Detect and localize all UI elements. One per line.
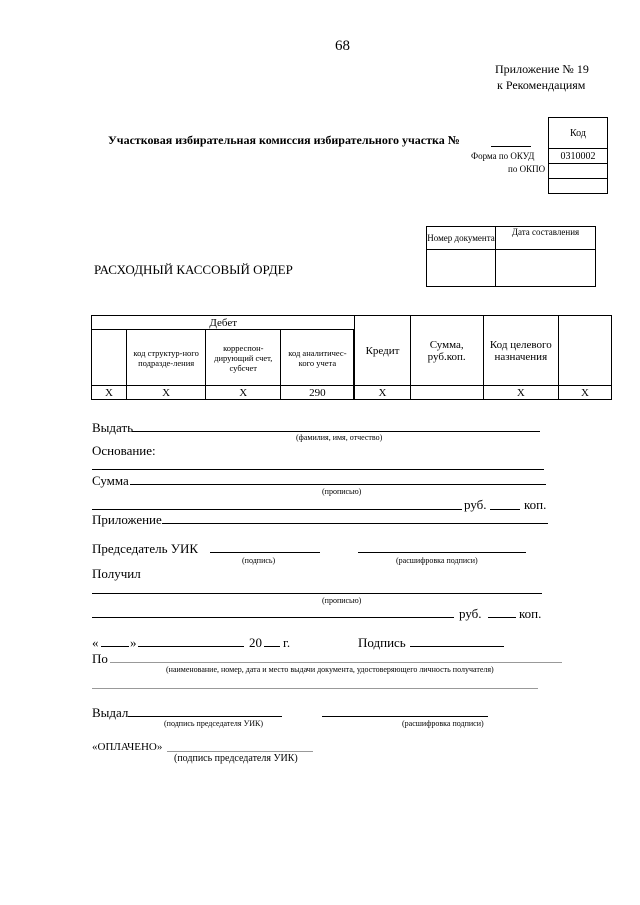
issue-hint: (фамилия, имя, отчество) [296,433,383,442]
doc-date-cell [496,250,596,287]
commission-title: Участковая избирательная комиссия избирательного участка № [108,133,460,147]
doc-number-header: Номер документа [427,227,496,250]
analytic-header: код аналитичес-кого учета [281,330,354,386]
sum-line[interactable] [130,484,546,485]
sum-label: Сумма [92,473,129,488]
received-hint: (прописью) [322,596,362,605]
sum-header: Сумма, руб.коп. [410,316,483,386]
paid-line[interactable] [167,751,313,752]
corr-header: корреспон-дирующий счет, субсчет [206,330,281,386]
row-cell: Х [483,386,558,400]
purpose-header: Код целевого назначения [483,316,558,386]
order-title: РАСХОДНЫЙ КАССОВЫЙ ОРДЕР [94,262,293,277]
okud-value: 0310002 [549,149,608,164]
year-prefix: 20 [249,635,262,650]
row-cell: 290 [281,386,354,400]
okud-label: Форма по ОКУД [471,151,535,161]
issued-decode-hint: (расшифровка подписи) [402,719,484,728]
chairman-label: Председатель УИК [92,541,199,556]
row-cell: Х [206,386,281,400]
row-cell [410,386,483,400]
received-label: Получил [92,566,141,581]
credit-header: Кредит [355,316,410,386]
by-line-2[interactable] [92,688,538,689]
sum-rub: руб. [464,497,487,512]
paid-label: «ОПЛАЧЕНО» [92,741,163,753]
by-hint: (наименование, номер, дата и место выдачи документа, удостоверяющего личность получателя) [166,665,494,674]
code-empty [549,179,608,194]
sum-kop: коп. [524,497,547,512]
row-cell: Х [355,386,410,400]
issued-sign-line[interactable] [128,716,282,717]
received-line-2[interactable] [92,617,454,618]
signature-line[interactable] [410,646,504,647]
paid-hint: (подпись председателя УИК) [174,753,298,764]
okpo-label: по ОКПО [508,164,546,174]
year-suffix: г. [283,635,291,650]
debet-col-blank [92,330,127,386]
doc-table [426,226,596,287]
doc-date-header: Дата составления [496,227,596,250]
signature-label: Подпись [358,635,406,650]
chairman-decode-line[interactable] [358,552,526,553]
date-day-line[interactable] [101,646,129,647]
sum-hint: (прописью) [322,487,362,496]
chairman-sign-hint: (подпись) [242,556,276,565]
doc-number-cell [427,250,496,287]
issued-label: Выдал [92,705,129,720]
code-table [548,117,608,194]
basis-label: Основание: [92,443,156,458]
struct-header: код структур-ного подразде-ления [127,330,206,386]
appendix-line1: Приложение № 19 [495,62,589,76]
main-table [91,315,612,400]
issued-decode-line[interactable] [322,716,488,717]
sum-kop-line[interactable] [490,509,520,510]
debet-spacer [354,330,355,386]
debet-header: Дебет [92,316,355,330]
code-header: Код [549,118,608,149]
received-line[interactable] [92,593,542,594]
received-kop-line[interactable] [488,617,516,618]
date-open: « [92,635,99,650]
row-cell: Х [127,386,206,400]
appendix-line2: к Рекомендациям [497,78,586,92]
issue-line[interactable] [132,431,540,432]
by-line[interactable] [110,662,562,663]
sum-line-2[interactable] [92,509,462,510]
received-rub: руб. [459,606,482,621]
okpo-value [549,164,608,179]
chairman-decode-hint: (расшифровка подписи) [396,556,478,565]
page-number: 68 [335,38,350,54]
by-label: По [92,651,108,666]
issued-sign-hint: (подпись председателя УИК) [164,719,264,728]
issue-label: Выдать [92,420,134,435]
commission-number-line [491,146,531,147]
received-kop: коп. [519,606,542,621]
year-line[interactable] [264,646,280,647]
chairman-sign-line[interactable] [210,552,320,553]
date-month-line[interactable] [138,646,244,647]
date-close: » [130,635,137,650]
row-cell: Х [92,386,127,400]
attachment-label: Приложение [92,512,162,527]
attachment-line[interactable] [162,523,548,524]
row-cell: Х [558,386,611,400]
basis-line[interactable] [92,469,544,470]
extra-header [558,316,611,386]
